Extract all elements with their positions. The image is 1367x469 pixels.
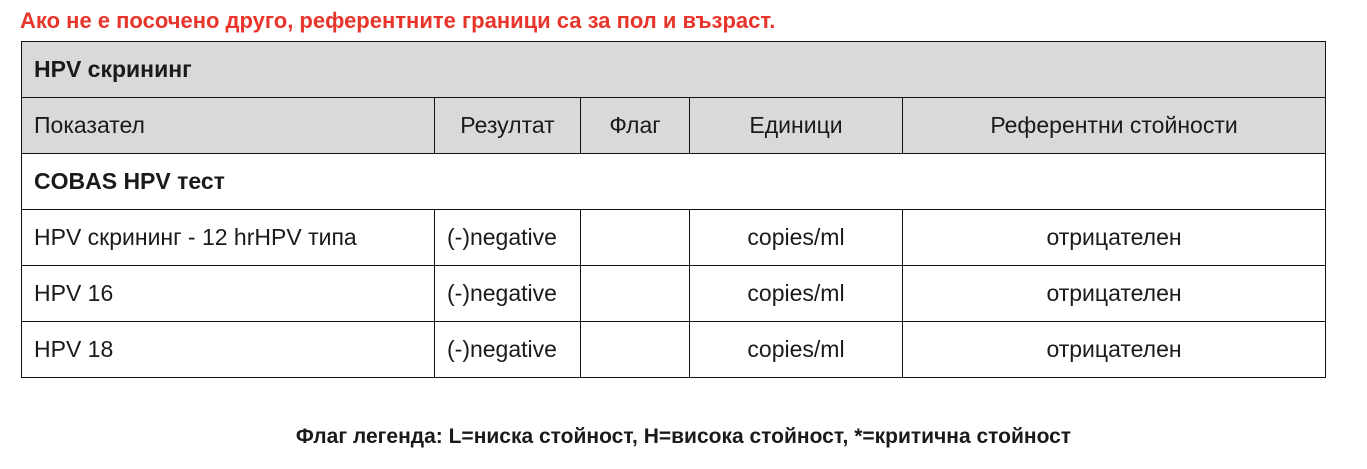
row-flag xyxy=(581,210,690,266)
row-name: HPV 18 xyxy=(22,322,435,378)
row-flag xyxy=(581,322,690,378)
row-units: copies/ml xyxy=(690,210,903,266)
table-row xyxy=(22,210,1326,266)
test-group-row xyxy=(22,154,1326,210)
row-flag xyxy=(581,266,690,322)
row-result: (-)negative xyxy=(435,210,581,266)
section-title: HPV скрининг xyxy=(22,42,1326,98)
column-header-reference: Референтни стойности xyxy=(903,98,1326,154)
column-header-flag: Флаг xyxy=(581,98,690,154)
test-group-title: COBAS HPV тест xyxy=(22,154,1326,210)
row-name: HPV скрининг - 12 hrHPV типа xyxy=(22,210,435,266)
row-units: copies/ml xyxy=(690,266,903,322)
row-reference: отрицателен xyxy=(903,322,1326,378)
row-name: HPV 16 xyxy=(22,266,435,322)
column-header-row xyxy=(22,98,1326,154)
column-header-units: Единици xyxy=(690,98,903,154)
column-header-name: Показател xyxy=(22,98,435,154)
section-header-row xyxy=(22,42,1326,98)
results-table xyxy=(21,41,1326,378)
column-header-result: Резултат xyxy=(435,98,581,154)
table-row xyxy=(22,322,1326,378)
row-units: copies/ml xyxy=(690,322,903,378)
row-result: (-)negative xyxy=(435,266,581,322)
reference-notice: Ако не е посочено друго, референтните граници са за пол и възраст. xyxy=(20,8,776,33)
row-reference: отрицателен xyxy=(903,266,1326,322)
row-result: (-)negative xyxy=(435,322,581,378)
table-row xyxy=(22,266,1326,322)
flag-legend: Флаг легенда: L=ниска стойност, H=висока стойност, *=критична стойност xyxy=(295,425,1072,448)
row-reference: отрицателен xyxy=(903,210,1326,266)
